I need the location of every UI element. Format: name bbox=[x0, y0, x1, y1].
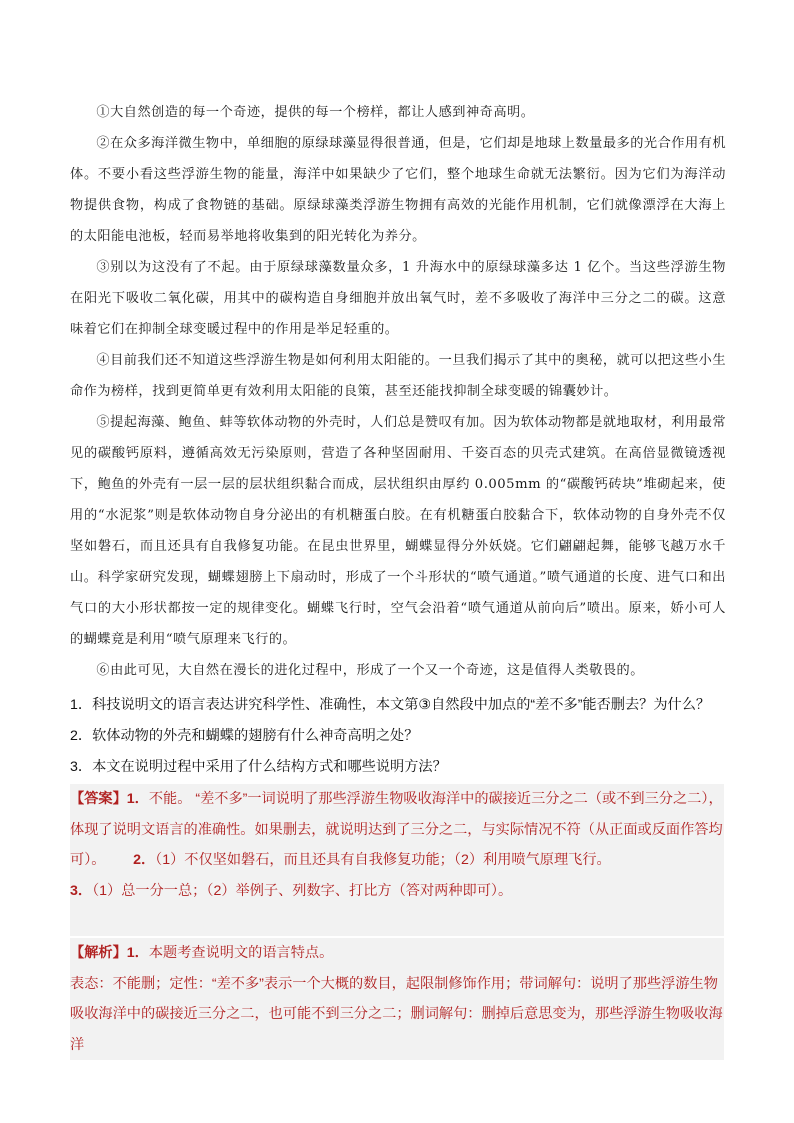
question-3: 3．本文在说明过程中采用了什么结构方式和哪些说明方法？ bbox=[70, 759, 447, 775]
analysis-tag: 【解析】 bbox=[70, 945, 127, 961]
analysis-intro: 本题考查说明文的语言特点。 bbox=[148, 945, 334, 961]
answer-spacer bbox=[70, 906, 724, 936]
paragraph-4: ④目前我们还不知道这些浮游生物是如何利用太阳能的。一旦我们揭示了其中的奥秘，就可以把这些小生命作为榜样，找到更简单更有效利用太阳能的良策，甚至还能找抑制全球变暖的锦囊妙计。 bbox=[70, 353, 727, 399]
answer-1 bbox=[70, 784, 724, 876]
paragraph-2: ②在众多海洋微生物中，单细胞的原绿球藻显得很普通，但是，它们却是地球上数量最多的光合作用有机体。不要小看这些浮游生物的能量，海洋中如果缺少了它们，整个地球生命就无法繁衍。因为它们为海洋动物提供食物，构成了食物链的基础。原绿球藻类浮游生物拥有高效的光能作用机制，它们就像漂浮在大海上的太阳能电池板，轻而易举地将收集到的阳光转化为养分。 bbox=[70, 136, 727, 244]
answer-text-2: （1）不仅坚如磐石，而且还具有自我修复功能；（2）利用喷气原理飞行。 bbox=[155, 852, 611, 868]
answer-text-3: （1）总一分一总；（2）举例子、列数字、打比方（答对两种即可）。 bbox=[92, 882, 513, 899]
answer-3 bbox=[70, 876, 724, 907]
answer-number-1: 1． bbox=[126, 791, 149, 807]
paragraph-5: ⑤提起海藻、鲍鱼、蚌等软体动物的外壳时，人们总是赞叹有加。因为软体动物都是就地取材，利用最常见的碳酸钙原料，遵循高效无污染原则，营造了各种坚固耐用、千姿百态的贝壳式建筑。在高倍显微镜透视下，鲍鱼的外壳有一层一层的层状组织黏合而成，层状组织由厚约 0.005mm 的“碳酸钙砖块”堆砌起来，使用的“水泥浆”则是软体动物自身分泌出的有机糖蛋白胶。在有机糖蛋白胶黏合下，软体动物的自身外壳不仅坚如磐石，而且还具有自我修复功能。在昆虫世界里，蝴蝶显得分外妖娆。它们翩翩起舞，能够飞越万水千山。科学家研究发现，蝴蝶翅膀上下扇动时，形成了一个斗形状的“喷气通道。”喷气通道的长度、进气口和出气口的大小形状都按一定的规律变化。蝴蝶飞行时，空气会沿着“喷气通道从前向后”喷出。原来，娇小可人的蝴蝶竟是利用“喷气原理来飞行的。 bbox=[70, 415, 727, 647]
answer-text-1: 不能。 “差不多”一词说明了那些浮游生物吸收海洋中的碳接近三分之二（或不到三分之二），体现了说明文语言的准确性。如果删去，就说明达到了三分之二，与实际情况不符（从正面或反面作答均可）。 bbox=[70, 791, 723, 868]
analysis-body: 表态：不能删；定性：“差不多”表示一个大概的数目，起限制修饰作用；带词解句：说明了那些浮游生物吸收海洋中的碳接近三分之二，也可能不到三分之二；删词解句：删掉后意思变为，那些浮游生物吸收海洋 bbox=[70, 975, 723, 1053]
answer-section bbox=[70, 784, 724, 936]
analysis-number-1: 1． bbox=[126, 945, 149, 961]
paragraph-1: ①大自然创造的每一个奇迹，提供的每一个榜样，都让人感到神奇高明。 bbox=[96, 105, 535, 120]
analysis-section bbox=[70, 938, 724, 1060]
answer-tag: 【答案】 bbox=[70, 791, 127, 807]
paragraph-3: ③别以为这没有了不起。由于原绿球藻数量众多，1 升海水中的原绿球藻多达 1 亿个。当这些浮游生物在阳光下吸收二氧化碳，用其中的碳构造自身细胞并放出氧气时，差不多吸收了海洋中三分之二的碳。这意味着它们在抑制全球变暖过程中的作用是举足轻重的。 bbox=[70, 260, 726, 337]
answer-number-2: 2． bbox=[133, 852, 156, 868]
paragraph-6: ⑥由此可见，大自然在漫长的进化过程中，形成了一个又一个奇迹，这是值得人类敬畏的。 bbox=[96, 663, 644, 678]
analysis-heading bbox=[70, 938, 724, 969]
answer-number-3: 3． bbox=[70, 882, 93, 899]
reading-passage bbox=[70, 97, 726, 686]
question-list bbox=[70, 690, 726, 783]
question-2: 2．软体动物的外壳和蝴蝶的翅膀有什么神奇高明之处？ bbox=[70, 728, 419, 744]
question-1: 1．科技说明文的语言表达讲究科学性、准确性，本文第③自然段中加点的“差不多”能否删去？为什么？ bbox=[70, 697, 711, 713]
